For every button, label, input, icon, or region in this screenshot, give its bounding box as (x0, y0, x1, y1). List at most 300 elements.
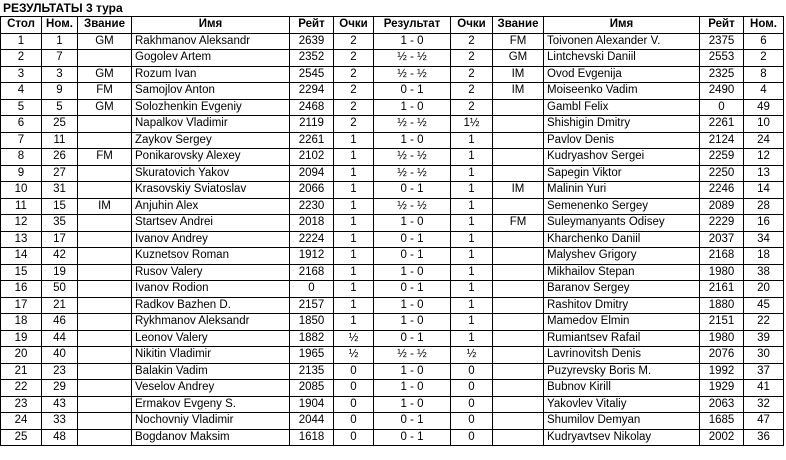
table-row (1, 33, 784, 50)
points-cell: 1 (334, 264, 374, 281)
table-row (1, 132, 784, 149)
result-cell: 1 - 0 (374, 99, 451, 116)
name-cell: Nochovniy Vladimir (132, 413, 290, 430)
number-cell: 34 (744, 231, 784, 248)
title-cell (493, 429, 544, 446)
points-cell: 1 (451, 198, 493, 215)
result-cell: ½ - ½ (374, 165, 451, 182)
title-cell (78, 116, 132, 133)
points-cell: 1 (451, 281, 493, 298)
board-cell: 25 (1, 429, 42, 446)
header-col-number: Ном. (744, 17, 784, 34)
name-cell: Kudryavtsev Nikolay (544, 429, 700, 446)
rating-cell: 2261 (290, 132, 334, 149)
points-cell: ½ (451, 347, 493, 364)
table-row (1, 149, 784, 166)
title-cell: FM (78, 149, 132, 166)
result-cell: 0 - 1 (374, 281, 451, 298)
title-cell (493, 363, 544, 380)
number-cell: 36 (744, 429, 784, 446)
name-cell: Solozhenkin Evgeniy (132, 99, 290, 116)
points-cell: 1 (334, 281, 374, 298)
rating-cell: 2259 (700, 149, 744, 166)
rating-cell: 2089 (700, 198, 744, 215)
points-cell: 1 (451, 314, 493, 331)
number-cell: 35 (42, 215, 78, 232)
rating-cell: 1904 (290, 396, 334, 413)
result-cell: 0 - 1 (374, 330, 451, 347)
title-cell (493, 165, 544, 182)
name-cell: Mamedov Elmin (544, 314, 700, 331)
name-cell: Bubnov Kirill (544, 380, 700, 397)
title-cell (78, 132, 132, 149)
table-row (1, 396, 784, 413)
rating-cell: 1618 (290, 429, 334, 446)
results-table (0, 16, 784, 446)
name-cell: Anjuhin Alex (132, 198, 290, 215)
rating-cell: 1965 (290, 347, 334, 364)
points-cell: 1 (451, 248, 493, 265)
page-title: РЕЗУЛЬТАТЫ 3 тура (3, 1, 123, 15)
result-cell: 0 - 1 (374, 413, 451, 430)
board-cell: 9 (1, 165, 42, 182)
header-col-rating: Рейт (290, 17, 334, 34)
points-cell: ½ (334, 330, 374, 347)
title-cell (78, 413, 132, 430)
header-col-name: Имя (132, 17, 290, 34)
points-cell: 1 (451, 330, 493, 347)
name-cell: Napalkov Vladimir (132, 116, 290, 133)
title-cell (493, 330, 544, 347)
table-row (1, 314, 784, 331)
header-col-title: Звание (78, 17, 132, 34)
number-cell: 16 (744, 215, 784, 232)
number-cell: 10 (744, 116, 784, 133)
table-row (1, 380, 784, 397)
rating-cell: 2066 (290, 182, 334, 199)
result-cell: 1 - 0 (374, 33, 451, 50)
rating-cell: 1992 (700, 363, 744, 380)
result-cell: 0 - 1 (374, 429, 451, 446)
name-cell: Kuznetsov Roman (132, 248, 290, 265)
table-row (1, 50, 784, 67)
title-cell (78, 248, 132, 265)
title-cell (493, 198, 544, 215)
table-row (1, 347, 784, 364)
points-cell: 2 (334, 83, 374, 100)
title-cell (78, 215, 132, 232)
title-cell (493, 231, 544, 248)
title-cell: IM (493, 66, 544, 83)
name-cell: Shishigin Dmitry (544, 116, 700, 133)
table-row (1, 429, 784, 446)
points-cell: 0 (334, 380, 374, 397)
title-cell (493, 297, 544, 314)
number-cell: 44 (42, 330, 78, 347)
result-cell: 1 - 0 (374, 297, 451, 314)
number-cell: 19 (42, 264, 78, 281)
number-cell: 5 (42, 99, 78, 116)
title-cell (78, 50, 132, 67)
rating-cell: 2490 (700, 83, 744, 100)
board-cell: 10 (1, 182, 42, 199)
title-cell: IM (493, 83, 544, 100)
header-col-number: Ном. (42, 17, 78, 34)
name-cell: Ovod Evgenija (544, 66, 700, 83)
number-cell: 29 (42, 380, 78, 397)
result-cell: ½ - ½ (374, 116, 451, 133)
board-cell: 5 (1, 99, 42, 116)
rating-cell: 1882 (290, 330, 334, 347)
table-row (1, 182, 784, 199)
points-cell: 1 (334, 215, 374, 232)
points-cell: ½ (334, 347, 374, 364)
points-cell: 1 (451, 264, 493, 281)
points-cell: 1 (451, 182, 493, 199)
rating-cell: 0 (290, 281, 334, 298)
rating-cell: 2135 (290, 363, 334, 380)
rating-cell: 2553 (700, 50, 744, 67)
rating-cell: 1912 (290, 248, 334, 265)
board-cell: 19 (1, 330, 42, 347)
points-cell: 2 (334, 116, 374, 133)
header-col-points: Очки (451, 17, 493, 34)
rating-cell: 1880 (700, 297, 744, 314)
table-row (1, 248, 784, 265)
rating-cell: 2375 (700, 33, 744, 50)
name-cell: Malyshev Grigory (544, 248, 700, 265)
title-cell: IM (78, 198, 132, 215)
table-row (1, 66, 784, 83)
name-cell: Veselov Andrey (132, 380, 290, 397)
board-cell: 7 (1, 132, 42, 149)
name-cell: Suleymanyants Odisey (544, 215, 700, 232)
board-cell: 16 (1, 281, 42, 298)
title-cell (493, 380, 544, 397)
number-cell: 23 (42, 363, 78, 380)
number-cell: 27 (42, 165, 78, 182)
name-cell: Skuratovich Yakov (132, 165, 290, 182)
title-cell (493, 116, 544, 133)
rating-cell: 2168 (700, 248, 744, 265)
title-cell (78, 297, 132, 314)
points-cell: 0 (334, 363, 374, 380)
rating-cell: 0 (700, 99, 744, 116)
name-cell: Ivanov Andrey (132, 231, 290, 248)
title-cell (493, 314, 544, 331)
rating-cell: 2151 (700, 314, 744, 331)
number-cell: 45 (744, 297, 784, 314)
title-cell: IM (493, 182, 544, 199)
title-cell (78, 281, 132, 298)
board-cell: 8 (1, 149, 42, 166)
result-cell: 0 - 1 (374, 248, 451, 265)
points-cell: 0 (334, 429, 374, 446)
rating-cell: 2161 (700, 281, 744, 298)
rating-cell: 2261 (700, 116, 744, 133)
number-cell: 14 (744, 182, 784, 199)
points-cell: 2 (334, 66, 374, 83)
result-cell: 1 - 0 (374, 314, 451, 331)
result-cell: 1 - 0 (374, 396, 451, 413)
points-cell: 1 (334, 248, 374, 265)
name-cell: Gogolev Artem (132, 50, 290, 67)
number-cell: 22 (744, 314, 784, 331)
rating-cell: 2094 (290, 165, 334, 182)
name-cell: Radkov Bazhen D. (132, 297, 290, 314)
title-cell: GM (78, 66, 132, 83)
name-cell: Shumilov Demyan (544, 413, 700, 430)
points-cell: 2 (451, 99, 493, 116)
name-cell: Ivanov Rodion (132, 281, 290, 298)
name-cell: Zaykov Sergey (132, 132, 290, 149)
rating-cell: 2076 (700, 347, 744, 364)
rating-cell: 2294 (290, 83, 334, 100)
title-cell: FM (493, 33, 544, 50)
result-cell: 1 - 0 (374, 132, 451, 149)
table-row (1, 363, 784, 380)
number-cell: 40 (42, 347, 78, 364)
rating-cell: 2044 (290, 413, 334, 430)
name-cell: Rashitov Dmitry (544, 297, 700, 314)
points-cell: 0 (451, 363, 493, 380)
board-cell: 18 (1, 314, 42, 331)
rating-cell: 2102 (290, 149, 334, 166)
title-cell: GM (78, 33, 132, 50)
board-cell: 23 (1, 396, 42, 413)
header-col-title: Звание (493, 17, 544, 34)
board-cell: 1 (1, 33, 42, 50)
number-cell: 8 (744, 66, 784, 83)
number-cell: 48 (42, 429, 78, 446)
number-cell: 33 (42, 413, 78, 430)
rating-cell: 2124 (700, 132, 744, 149)
result-cell: 1 - 0 (374, 264, 451, 281)
name-cell: Balakin Vadim (132, 363, 290, 380)
name-cell: Toivonen Alexander V. (544, 33, 700, 50)
title-cell (493, 413, 544, 430)
title-cell (493, 149, 544, 166)
board-cell: 13 (1, 231, 42, 248)
number-cell: 13 (744, 165, 784, 182)
number-cell: 24 (744, 132, 784, 149)
rating-cell: 2639 (290, 33, 334, 50)
rating-cell: 2352 (290, 50, 334, 67)
name-cell: Rusov Valery (132, 264, 290, 281)
points-cell: 1 (334, 314, 374, 331)
board-cell: 24 (1, 413, 42, 430)
board-cell: 14 (1, 248, 42, 265)
title-cell (493, 132, 544, 149)
points-cell: 1 (334, 132, 374, 149)
name-cell: Puzyrevsky Boris M. (544, 363, 700, 380)
table-row (1, 413, 784, 430)
number-cell: 17 (42, 231, 78, 248)
name-cell: Samojlov Anton (132, 83, 290, 100)
points-cell: 0 (451, 429, 493, 446)
number-cell: 49 (744, 99, 784, 116)
number-cell: 18 (744, 248, 784, 265)
name-cell: Ponikarovsky Alexey (132, 149, 290, 166)
table-row (1, 215, 784, 232)
header-col-name: Имя (544, 17, 700, 34)
rating-cell: 2250 (700, 165, 744, 182)
rating-cell: 2157 (290, 297, 334, 314)
rating-cell: 1850 (290, 314, 334, 331)
number-cell: 30 (744, 347, 784, 364)
result-cell: 0 - 1 (374, 231, 451, 248)
name-cell: Mikhailov Stepan (544, 264, 700, 281)
rating-cell: 1929 (700, 380, 744, 397)
points-cell: 1 (334, 297, 374, 314)
result-cell: 1 - 0 (374, 363, 451, 380)
points-cell: 1 (451, 297, 493, 314)
points-cell: 2 (334, 50, 374, 67)
points-cell: 1 (334, 165, 374, 182)
board-cell: 15 (1, 264, 42, 281)
points-cell: 2 (451, 50, 493, 67)
title-cell: GM (78, 99, 132, 116)
number-cell: 50 (42, 281, 78, 298)
table-row (1, 165, 784, 182)
number-cell: 46 (42, 314, 78, 331)
title-cell (78, 429, 132, 446)
title-cell (493, 347, 544, 364)
number-cell: 37 (744, 363, 784, 380)
number-cell: 32 (744, 396, 784, 413)
number-cell: 38 (744, 264, 784, 281)
board-cell: 22 (1, 380, 42, 397)
table-body (1, 33, 784, 446)
result-cell: 1 - 0 (374, 380, 451, 397)
table-row (1, 116, 784, 133)
title-cell: GM (493, 50, 544, 67)
number-cell: 7 (42, 50, 78, 67)
number-cell: 2 (744, 50, 784, 67)
name-cell: Bogdanov Maksim (132, 429, 290, 446)
points-cell: 1 (451, 165, 493, 182)
number-cell: 25 (42, 116, 78, 133)
header-col-points: Очки (334, 17, 374, 34)
points-cell: 2 (334, 33, 374, 50)
rating-cell: 1685 (700, 413, 744, 430)
name-cell: Lintchevski Daniil (544, 50, 700, 67)
name-cell: Lavrinovitsh Denis (544, 347, 700, 364)
points-cell: 1 (451, 132, 493, 149)
name-cell: Gambl Felix (544, 99, 700, 116)
name-cell: Pavlov Denis (544, 132, 700, 149)
rating-cell: 2119 (290, 116, 334, 133)
table-row (1, 297, 784, 314)
points-cell: 0 (334, 396, 374, 413)
title-cell (78, 396, 132, 413)
name-cell: Nikitin Vladimir (132, 347, 290, 364)
title-cell: FM (493, 215, 544, 232)
number-cell: 4 (744, 83, 784, 100)
number-cell: 12 (744, 149, 784, 166)
number-cell: 3 (42, 66, 78, 83)
board-cell: 20 (1, 347, 42, 364)
number-cell: 41 (744, 380, 784, 397)
title-cell (78, 363, 132, 380)
rating-cell: 2246 (700, 182, 744, 199)
number-cell: 11 (42, 132, 78, 149)
title-cell (78, 347, 132, 364)
rating-cell: 1980 (700, 330, 744, 347)
result-cell: ½ - ½ (374, 198, 451, 215)
number-cell: 6 (744, 33, 784, 50)
board-cell: 3 (1, 66, 42, 83)
name-cell: Rumiantsev Rafail (544, 330, 700, 347)
title-cell (78, 165, 132, 182)
result-cell: ½ - ½ (374, 149, 451, 166)
board-cell: 21 (1, 363, 42, 380)
number-cell: 9 (42, 83, 78, 100)
title-cell (78, 380, 132, 397)
board-cell: 17 (1, 297, 42, 314)
title-cell: FM (78, 83, 132, 100)
header-col-rating: Рейт (700, 17, 744, 34)
title-cell (493, 281, 544, 298)
result-cell: ½ - ½ (374, 50, 451, 67)
title-cell (493, 248, 544, 265)
number-cell: 20 (744, 281, 784, 298)
name-cell: Startsev Andrei (132, 215, 290, 232)
table-row (1, 83, 784, 100)
board-cell: 11 (1, 198, 42, 215)
points-cell: 1 (334, 231, 374, 248)
points-cell: 2 (451, 83, 493, 100)
rating-cell: 2545 (290, 66, 334, 83)
number-cell: 15 (42, 198, 78, 215)
points-cell: 1 (451, 215, 493, 232)
board-cell: 4 (1, 83, 42, 100)
rating-cell: 2468 (290, 99, 334, 116)
points-cell: 2 (334, 99, 374, 116)
name-cell: Rakhmanov Aleksandr (132, 33, 290, 50)
number-cell: 43 (42, 396, 78, 413)
rating-cell: 2085 (290, 380, 334, 397)
points-cell: 2 (451, 33, 493, 50)
name-cell: Semenenko Sergey (544, 198, 700, 215)
number-cell: 1 (42, 33, 78, 50)
header-col-board: Стол (1, 17, 42, 34)
title-cell (78, 314, 132, 331)
result-cell: 1 - 0 (374, 215, 451, 232)
points-cell: 0 (334, 413, 374, 430)
board-cell: 12 (1, 215, 42, 232)
result-cell: 0 - 1 (374, 182, 451, 199)
title-cell (78, 264, 132, 281)
number-cell: 47 (744, 413, 784, 430)
number-cell: 31 (42, 182, 78, 199)
name-cell: Leonov Valery (132, 330, 290, 347)
rating-cell: 2037 (700, 231, 744, 248)
name-cell: Ermakov Evgeny S. (132, 396, 290, 413)
header-row (1, 17, 784, 34)
table-row (1, 330, 784, 347)
points-cell: 1 (451, 149, 493, 166)
name-cell: Rozum Ivan (132, 66, 290, 83)
name-cell: Kharchenko Daniil (544, 231, 700, 248)
header-col-result: Результат (374, 17, 451, 34)
rating-cell: 2063 (700, 396, 744, 413)
board-cell: 2 (1, 50, 42, 67)
rating-cell: 2224 (290, 231, 334, 248)
number-cell: 21 (42, 297, 78, 314)
table-row (1, 99, 784, 116)
title-cell (493, 264, 544, 281)
